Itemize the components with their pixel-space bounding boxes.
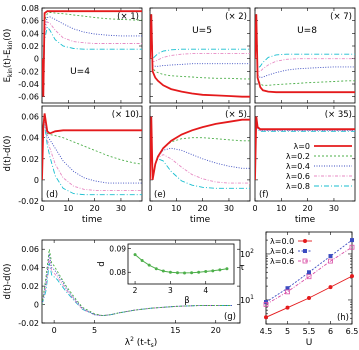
panel-f-xtick-label: 30 xyxy=(328,204,340,213)
panel-e-series-line xyxy=(150,117,250,180)
panel-h-point xyxy=(329,285,333,289)
panel-d-frame xyxy=(42,106,142,201)
panel-c-annotation: U=8 xyxy=(297,26,317,36)
inset-point xyxy=(183,271,186,274)
panel-d-ytick-label: 0 xyxy=(33,175,39,185)
panel-d-series-line xyxy=(42,122,142,191)
panel-d-xtick-label: 30 xyxy=(115,204,127,213)
panel-a-series-line xyxy=(42,12,142,96)
panel-h-point xyxy=(307,296,311,300)
panel-d-ylabel: d(t)-d(0) xyxy=(3,135,13,172)
inset-point xyxy=(162,270,165,273)
panel-d-xtick-label: 10 xyxy=(63,204,74,213)
panel-a-ytick-label: 0 xyxy=(33,54,39,64)
panel-e-xtick-label: 20 xyxy=(197,204,208,213)
panel-h-point xyxy=(307,270,311,274)
panel-f-xtick-label: 20 xyxy=(302,204,313,213)
panel-h-xtick-label: 5 xyxy=(284,327,291,336)
panel-h-legend-label: λ=0.6 xyxy=(270,257,295,266)
panel-d-series-line xyxy=(42,125,142,195)
panel-h-point xyxy=(286,290,290,294)
panel-g-label: (g) xyxy=(223,312,236,322)
panel-g-ytick-label: 0.02 xyxy=(21,282,39,292)
panel-e-series-line xyxy=(150,117,250,180)
panel-g-ylabel: d(t)-d(0) xyxy=(3,263,13,300)
panel-g-ytick-label: 0.06 xyxy=(21,245,39,255)
panel-a-series-line xyxy=(42,27,142,97)
panel-c-series-line xyxy=(255,14,355,77)
panel-a-ytick-label: 0.04 xyxy=(21,29,39,39)
panel-g-ytick-label: 0 xyxy=(33,300,39,310)
panel-g-xtick-label: 5 xyxy=(91,326,98,335)
panel-h-legend-label: λ=0.4 xyxy=(270,247,295,256)
panel-h-point xyxy=(286,306,290,310)
panel-b-frame xyxy=(150,8,250,103)
panel-g-ytick-label: -0.02 xyxy=(18,319,39,328)
inset-ytick-label: 0.08 xyxy=(109,268,126,278)
inset-point xyxy=(148,264,151,267)
panel-a-ytick-label: -0.06 xyxy=(18,92,39,102)
inset-point xyxy=(211,269,214,272)
panel-g-xlabel: $\lambda^2$ $(t-t_s)$ xyxy=(124,336,158,349)
inset-ylabel: d xyxy=(97,261,107,267)
panel-d-series-line xyxy=(42,119,142,183)
panel-f-xtick-label: 0 xyxy=(252,204,258,213)
inset-point xyxy=(176,271,179,274)
inset-ytick-label: 0.09 xyxy=(109,244,126,254)
panel-h-ylabel: τ xyxy=(239,263,245,273)
panel-a-frame xyxy=(42,8,142,103)
panel-a-ytick-label: 0.02 xyxy=(21,42,39,51)
panel-b-series-line xyxy=(150,14,250,79)
inset-xtick-label: 3 xyxy=(168,286,173,295)
panel-c-series-line xyxy=(255,14,355,71)
panel-a-series-line xyxy=(42,17,142,97)
panel-h-ytick-label: $10^1$ xyxy=(239,293,254,305)
panel-e-xlabel: time xyxy=(189,215,211,225)
panel-h-xtick-label: 4.5 xyxy=(259,327,273,336)
panel-e-xtick-label: 30 xyxy=(223,204,235,213)
inset-point xyxy=(190,271,193,274)
panel-g-xtick-label: 0 xyxy=(51,326,57,335)
panel-h-xlabel: U xyxy=(305,338,313,348)
legend-entry-label: λ=0.2 xyxy=(285,152,310,161)
panel-h-xtick-label: 6 xyxy=(327,327,334,336)
panel-e-xtick-label: 0 xyxy=(147,204,153,213)
panel-c-series-line xyxy=(255,14,355,85)
panel-c-series-line xyxy=(255,14,355,68)
panel-d-xtick-label: 0 xyxy=(39,204,45,213)
panel-e-scale-label: (× 5) xyxy=(225,110,247,120)
panel-d-xtick-label: 20 xyxy=(89,204,100,213)
panel-h-legend-label: λ=0.0 xyxy=(270,237,295,246)
inset-point xyxy=(225,267,228,270)
panel-h-ytick-label: $10^2$ xyxy=(239,247,254,259)
inset-point xyxy=(141,259,144,262)
panel-a-ytick-label: -0.02 xyxy=(18,67,39,77)
panel-d-series-line xyxy=(42,117,142,180)
panel-c-frame xyxy=(255,8,355,103)
panel-e-series-line xyxy=(150,117,250,180)
inset-xtick-label: 2 xyxy=(132,286,138,295)
panel-f-label: (f) xyxy=(259,190,269,200)
panel-b-series-line xyxy=(150,14,250,66)
panel-f-scale-label: (× 35) xyxy=(324,110,352,120)
panel-h-point xyxy=(350,274,354,278)
panel-d-scale-label: (× 10) xyxy=(111,110,139,120)
panel-d-ytick-label: 0.02 xyxy=(21,154,39,164)
panel-a-ytick-label: 0.08 xyxy=(21,4,39,13)
panel-d-xlabel: time xyxy=(81,215,103,225)
panel-a-ytick-label: -0.04 xyxy=(18,80,39,89)
inset-xlabel: β xyxy=(184,296,190,306)
inset-point xyxy=(155,267,158,270)
panel-b-scale-label: (× 2) xyxy=(225,12,247,22)
panel-c-scale-label: (× 7) xyxy=(330,12,352,22)
panel-h-label: (h) xyxy=(336,313,349,323)
legend-entry-label: λ=0.6 xyxy=(285,172,310,181)
panel-b-annotation: U=5 xyxy=(192,26,212,36)
panel-a-series-line xyxy=(42,11,142,97)
panel-h-xtick-label: 6.5 xyxy=(345,327,359,336)
panel-f-xlabel: time xyxy=(294,215,316,225)
panel-a-ylabel: $E_{kin}(t)-E_{kin}(0)$ xyxy=(3,28,14,83)
panel-e-xtick-label: 10 xyxy=(171,204,182,213)
panel-e-label: (e) xyxy=(154,190,166,200)
legend-entry-label: λ=0.8 xyxy=(285,182,310,191)
inset-xtick-label: 4 xyxy=(203,286,209,295)
panel-h-point xyxy=(350,238,354,242)
inset-point xyxy=(204,270,207,273)
panel-g-xtick-label: 15 xyxy=(170,326,181,335)
panel-d-series-line xyxy=(42,113,142,179)
panel-h-point xyxy=(329,254,333,258)
legend-entry-label: λ=0.4 xyxy=(285,162,310,171)
panel-h-point xyxy=(264,315,268,319)
panel-g-ytick-label: 0.04 xyxy=(21,263,39,273)
inset-point xyxy=(169,271,172,274)
panel-g-xtick-label: 20 xyxy=(210,326,221,335)
inset-point xyxy=(197,271,200,274)
panel-f-xtick-label: 10 xyxy=(276,204,287,213)
inset-point xyxy=(218,268,221,271)
panel-h-legend-marker xyxy=(303,249,307,253)
legend-entry-label: λ=0 xyxy=(293,142,310,151)
panel-h-legend-marker xyxy=(303,239,307,243)
panel-a-ytick-label: 0.06 xyxy=(21,16,39,26)
inset-frame xyxy=(128,244,234,284)
panel-a-annotation: U=4 xyxy=(70,67,90,77)
inset-point xyxy=(134,253,137,256)
panel-a-scale-label: (× 1) xyxy=(117,12,139,22)
panel-d-ytick-label: -0.02 xyxy=(18,197,39,206)
panel-d-ytick-label: 0.04 xyxy=(21,133,39,143)
panel-d-label: (d) xyxy=(46,190,59,200)
panel-h-xtick-label: 5.5 xyxy=(302,327,316,336)
panel-d-ytick-label: 0.06 xyxy=(21,112,39,122)
